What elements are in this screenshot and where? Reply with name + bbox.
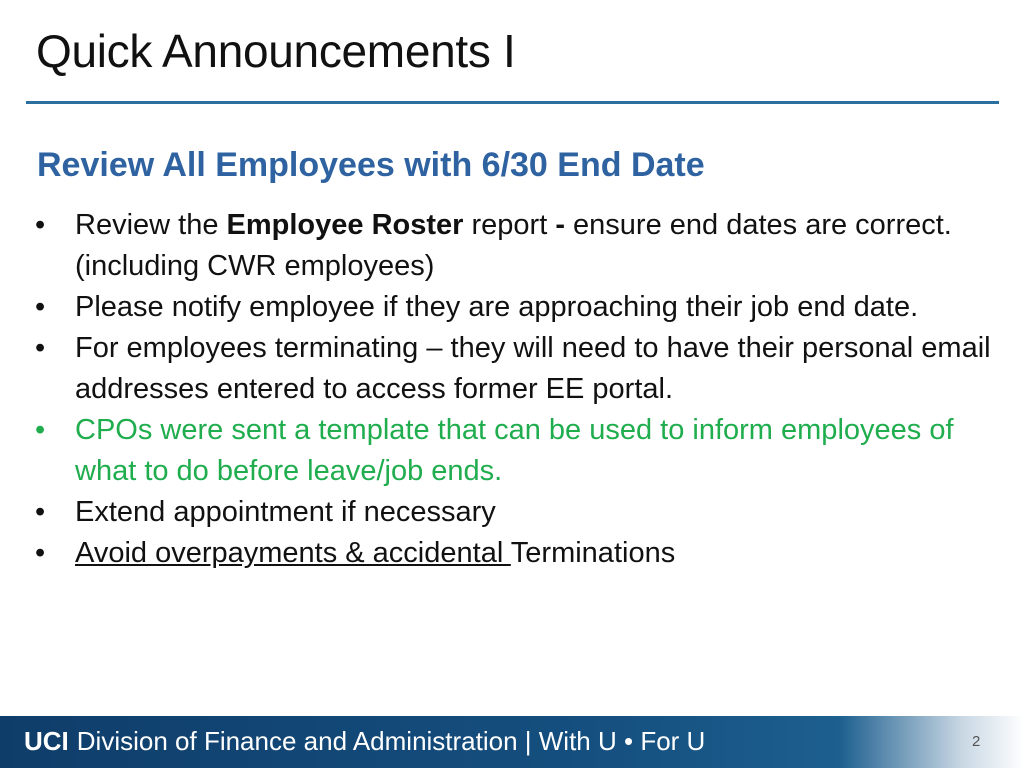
page-number: 2 [972,733,981,750]
bullet-item [27,410,1017,492]
bullet-item [27,328,1017,410]
bullet-dot-icon: • [35,537,46,569]
bullet-text: For employees terminating – they will need to have their personal email addresses entered to access former EE portal. [75,332,991,405]
bullet-list [27,205,1017,574]
bullet-text: Please notify employee if they are approaching their job end date. [75,291,919,323]
bullet-item [27,205,1017,287]
bullet-text: Terminations [510,537,676,569]
bullet-item [27,533,1017,574]
bullet-dot-icon: • [35,496,46,528]
slide-subtitle: Review All Employees with 6/30 End Date [37,146,705,184]
bullet-text-bold: Employee Roster [226,209,464,241]
footer-tagline: Division of Finance and Administration | With U • For U [76,726,706,756]
title-divider [26,101,999,104]
bullet-item [27,287,1017,328]
bullet-text: CPOs were sent a template that can be used to inform employees of what to do before leave/job ends. [75,414,954,487]
uci-logo: UCI [24,726,69,756]
footer-bar [0,716,1024,768]
bullet-text-underlined: Avoid overpayments & accidental [75,537,511,569]
slide-title: Quick Announcements I [36,25,516,77]
bullet-dot-icon: • [35,291,46,323]
bullet-dot-icon: • [35,332,46,364]
bullet-text-bold: - [555,209,565,241]
bullet-text: Extend appointment if necessary [75,496,496,528]
footer-text [24,726,705,757]
bullet-dot-icon: • [35,209,46,241]
bullet-dot-icon: • [35,414,46,446]
bullet-text: Review the [75,209,227,241]
bullet-text: report [463,209,556,241]
bullet-text: ensure end dates are correct. (including CWR employees) [75,209,952,282]
bullet-item [27,492,1017,533]
